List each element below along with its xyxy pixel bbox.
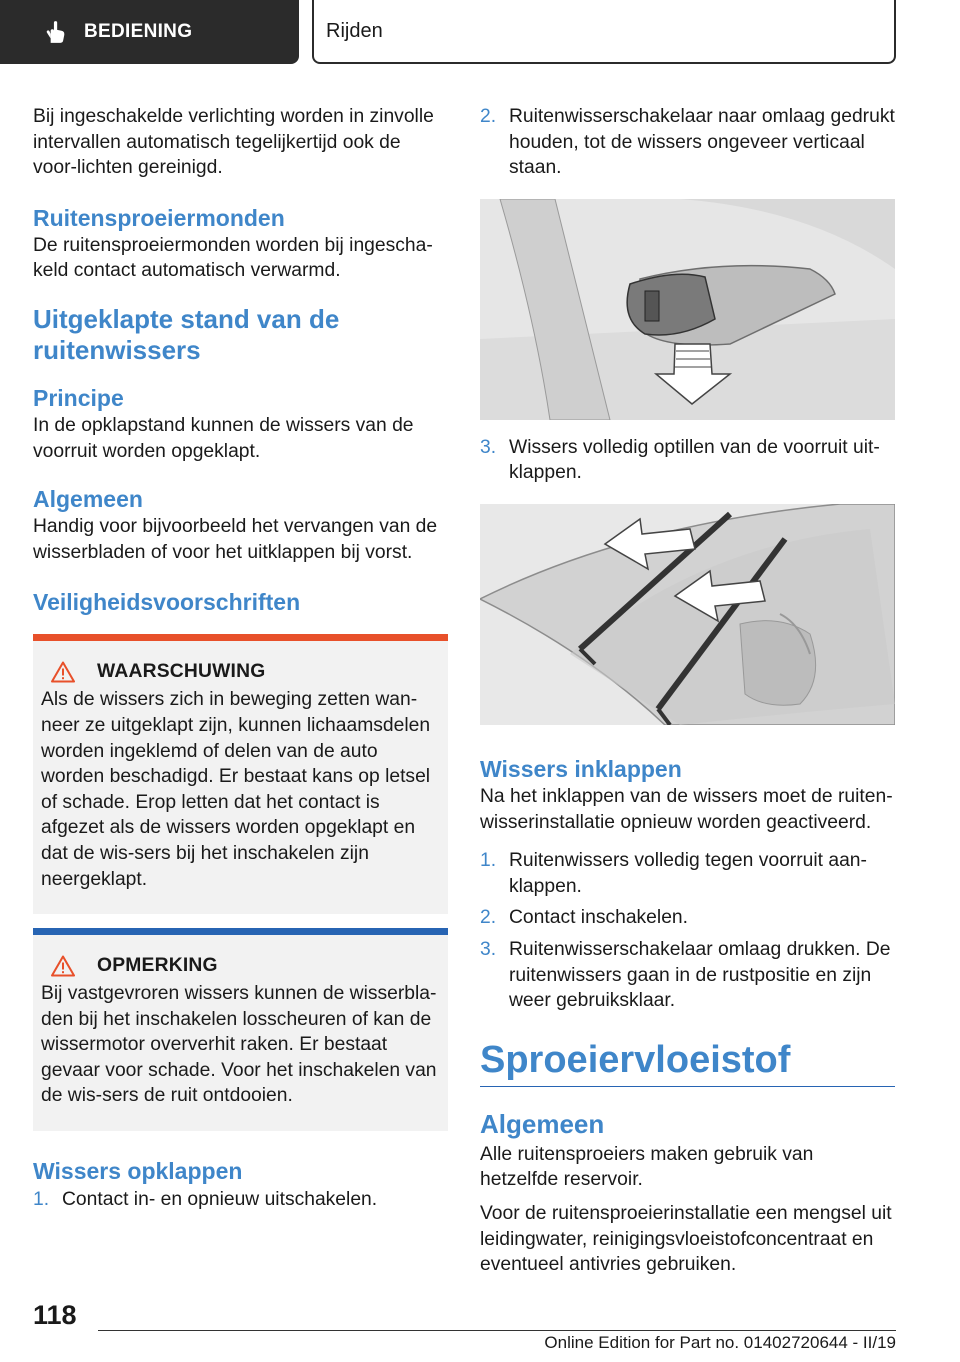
- fluid-paragraph-2: Voor de ruitensproeierinstallatie een mengsel uit leidingwater, reinigingsvloeistofconcentraat en eventueel antivries gebruiken.: [480, 1202, 892, 1276]
- fluid-general-heading: Algemeen: [480, 1108, 605, 1139]
- fluid-heading: Sproeiervloeistof: [480, 1038, 791, 1081]
- footer-rule: [98, 1330, 896, 1331]
- list-item: [480, 104, 895, 181]
- list-item: [480, 848, 895, 899]
- fold-up-steps: [33, 1187, 448, 1213]
- step-text: Ruitenwisserschakelaar omlaag drukken. De ruitenwissers gaan in de rustpositie en zijn weer gebruiksklaar.: [509, 938, 891, 1012]
- step-number: 2.: [480, 106, 497, 127]
- safety-heading: Veiligheidsvoorschriften: [33, 589, 301, 616]
- step-number: 1.: [33, 1189, 50, 1211]
- fold-up-steps-continued: [480, 104, 895, 181]
- step-text: Ruitenwissers volledig tegen voorruit aan-klappen.: [509, 850, 867, 897]
- principle-paragraph: In de opklapstand kunnen de wissers van de voorruit worden opgeklapt.: [33, 414, 414, 462]
- step-text: Wissers volledig optillen van de voorruit uit-klappen.: [509, 436, 880, 484]
- nozzles-heading: Ruitensproeiermonden: [33, 204, 285, 231]
- list-item: [480, 435, 895, 486]
- step-number: 3.: [480, 938, 497, 960]
- note-title-row: [51, 955, 440, 977]
- step-text: Contact in- en opnieuw uitschakelen.: [62, 1189, 378, 1211]
- step-number: 3.: [480, 436, 497, 458]
- step-text: Ruitenwisserschakelaar naar omlaag gedrukt houden, tot de wissers ongeveer verticaal staan.: [509, 106, 895, 179]
- warning-triangle-icon: [51, 661, 75, 683]
- list-item: [480, 937, 895, 1014]
- page-number: 118: [33, 1300, 77, 1330]
- warning-box: [33, 634, 448, 914]
- warning-text: Als de wissers zich in beweging zetten wan-neer ze uitgeklapt zijn, kunnen lichaamsdelen worden ingeklemd of delen van de auto worden beschadigd. Er bestaat kans op letsel of schade. Erop letten dat het contact is afgezet als de wissers worden opgeklapt en dat de wis-sers bij het inschakelen zijn neergeklapt.: [41, 689, 431, 890]
- fold-in-steps: [480, 848, 895, 1014]
- step-text: Contact inschakelen.: [509, 907, 688, 929]
- section-title: BEDIENING: [84, 21, 193, 42]
- page-header: [0, 0, 960, 66]
- section-tab: [0, 0, 299, 64]
- step-number: 2.: [480, 907, 497, 929]
- wiper-stalk-illustration: [480, 199, 895, 420]
- warning-title: WAARSCHUWING: [97, 661, 266, 683]
- nozzles-paragraph: De ruitensproeiermonden worden bij ingescha-keld contact automatisch verwarmd.: [33, 234, 433, 282]
- list-item: [33, 1187, 448, 1213]
- fold-up-heading: Wissers opklappen: [33, 1158, 243, 1185]
- edition-note: Online Edition for Part no. 01402720644 - II/19: [544, 1333, 896, 1352]
- chapter-tab: [312, 0, 896, 64]
- intro-paragraph: Bij ingeschakelde verlichting worden in zinvolle intervallen automatisch tegelijkertijd ook de voor-lichten gereinigd.: [33, 106, 434, 179]
- left-column: [33, 104, 448, 1213]
- note-title: OPMERKING: [97, 955, 218, 977]
- right-column: [480, 104, 895, 1278]
- general-paragraph: Handig voor bijvoorbeeld het vervangen van de wisserbladen of voor het uitklappen bij vorst.: [33, 516, 438, 563]
- chapter-title: Rijden: [326, 19, 383, 42]
- chapter-heading-block: [480, 1038, 895, 1087]
- principle-heading: Principe: [33, 384, 124, 411]
- fold-up-steps-continued-2: [480, 435, 895, 486]
- fold-in-heading: Wissers inklappen: [480, 755, 682, 782]
- hand-pointer-icon: [42, 19, 68, 45]
- fluid-paragraph-1: Alle ruitensproeiers maken gebruik van hetzelfde reservoir.: [480, 1143, 814, 1191]
- warning-triangle-icon: [51, 955, 75, 977]
- list-item: [480, 905, 895, 931]
- note-text: Bij vastgevroren wissers kunnen de wisserbla-den bij het inschakelen losscheuren of kan de wissermotor oververhit raken. Er bestaat gevaar voor schade. Voor het inschakelen van de wis-sers de ruit ontdooien.: [41, 983, 437, 1107]
- general-heading: Algemeen: [33, 486, 143, 513]
- note-box: [33, 928, 448, 1131]
- warning-title-row: [51, 661, 440, 683]
- step-number: 1.: [480, 850, 497, 872]
- wipers-lifted-illustration: [480, 504, 895, 725]
- fold-position-heading: Uitgeklapte stand van de ruitenwissers: [33, 303, 340, 365]
- fold-in-paragraph: Na het inklappen van de wissers moet de ruiten-wisserinstallatie opnieuw worden geactiveerd.: [480, 785, 893, 833]
